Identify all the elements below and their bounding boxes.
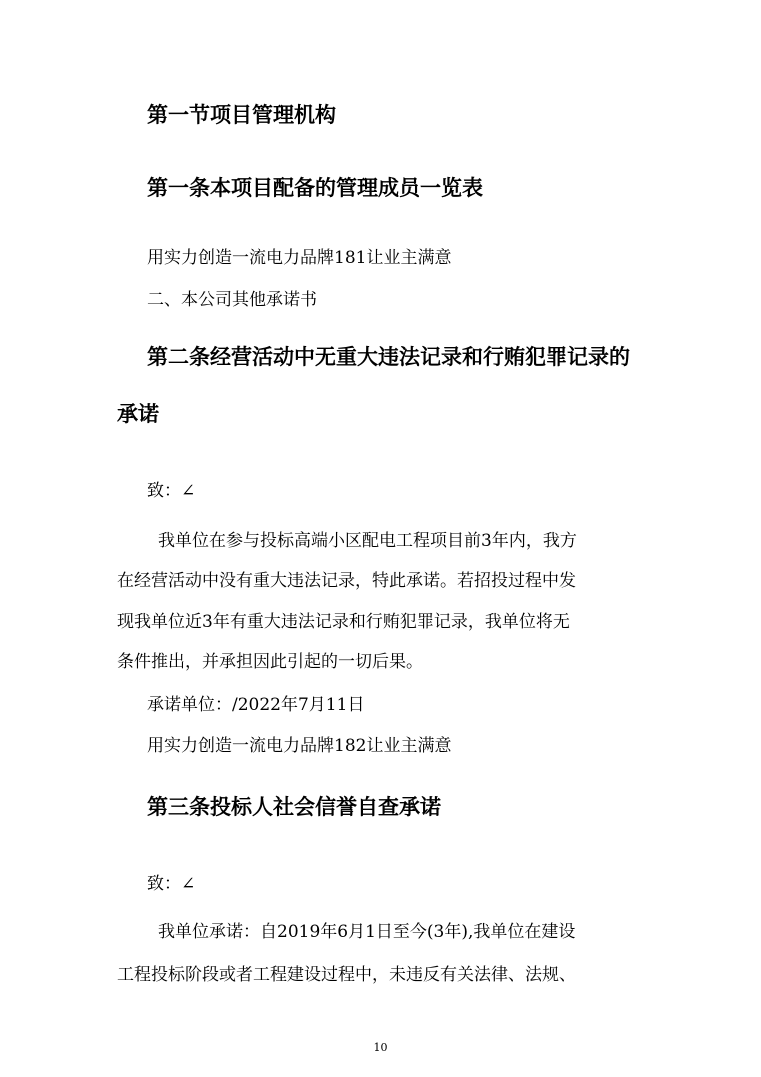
slogan-line-2: 用实力创造一流电力品牌182让业主满意 [147, 736, 452, 756]
article-2-title-line-2: 承诺 [117, 401, 159, 426]
slogan-line-1: 用实力创造一流电力品牌181让业主满意 [147, 248, 452, 268]
article-1-title: 第一条本项目配备的管理成员一览表 [147, 175, 483, 200]
article-2-body-line-1: 我单位在参与投标高端小区配电工程项目前3年内，我方 [158, 531, 577, 551]
other-commitment-heading: 二、本公司其他承诺书 [147, 290, 317, 310]
addressee-2: 致：∠ [147, 874, 196, 894]
article-2-body-line-2: 在经营活动中没有重大违法记录，特此承诺。若招投过程中发 [117, 571, 576, 591]
article-3-title: 第三条投标人社会信誉自查承诺 [147, 794, 441, 819]
addressee-1: 致：∠ [147, 481, 196, 501]
signature-line: 承诺单位：/2022年7月11日 [147, 695, 365, 715]
article-2-body-line-4: 条件推出，并承担因此引起的一切后果。 [117, 652, 423, 672]
page-number: 10 [373, 1041, 388, 1054]
section-title: 第一节项目管理机构 [147, 102, 336, 127]
article-2-title-line-1: 第二条经营活动中无重大违法记录和行贿犯罪记录的 [147, 344, 630, 369]
article-3-body-line-1: 我单位承诺：自2019年6月1日至今(3年),我单位在建设 [158, 922, 576, 942]
article-3-body-line-2: 工程投标阶段或者工程建设过程中，未违反有关法律、法规、 [117, 965, 576, 985]
article-2-body-line-3: 现我单位近3年有重大违法记录和行贿犯罪记录，我单位将无 [117, 612, 570, 632]
